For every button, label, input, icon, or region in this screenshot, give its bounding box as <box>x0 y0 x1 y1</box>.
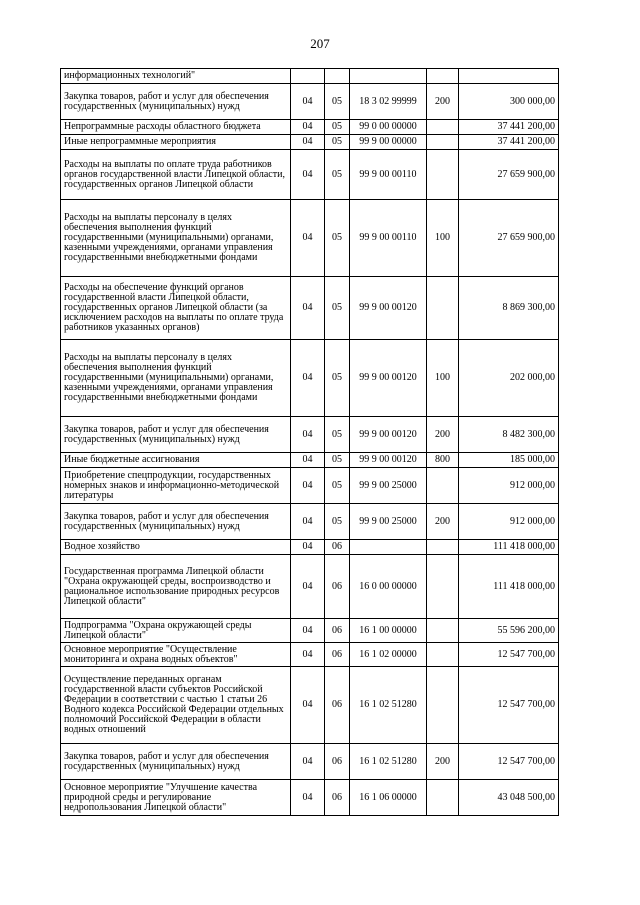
row-expense-type-cell: 800 <box>427 453 459 468</box>
table-row <box>61 667 559 744</box>
row-expense-type-cell <box>427 277 459 340</box>
row-subsection-code-cell: 05 <box>325 453 350 468</box>
row-amount-cell: 55 596 200,00 <box>459 619 559 643</box>
table-row <box>61 69 559 84</box>
row-name-cell: Водное хозяйство <box>61 540 291 555</box>
row-expense-type-cell: 100 <box>427 200 459 277</box>
row-target-article-cell: 99 9 00 25000 <box>350 468 427 504</box>
table-row <box>61 277 559 340</box>
row-name-cell: Приобретение спецпродукции, государственных номерных знаков и информационно-методической литературы <box>61 468 291 504</box>
row-amount-cell: 185 000,00 <box>459 453 559 468</box>
row-amount-cell: 37 441 200,00 <box>459 135 559 150</box>
row-target-article-cell: 99 9 00 00000 <box>350 135 427 150</box>
table-row <box>61 150 559 200</box>
row-expense-type-cell <box>427 150 459 200</box>
row-section-code-cell: 04 <box>291 150 325 200</box>
row-expense-type-cell: 200 <box>427 84 459 120</box>
row-amount-cell: 43 048 500,00 <box>459 780 559 816</box>
row-subsection-code-cell: 06 <box>325 780 350 816</box>
table-row <box>61 120 559 135</box>
row-subsection-code-cell: 06 <box>325 744 350 780</box>
table-row <box>61 135 559 150</box>
row-name-cell: информационных технологий" <box>61 69 291 84</box>
row-subsection-code-cell: 05 <box>325 468 350 504</box>
row-amount-cell: 111 418 000,00 <box>459 540 559 555</box>
row-subsection-code-cell: 05 <box>325 200 350 277</box>
table-row <box>61 84 559 120</box>
row-target-article-cell: 16 1 02 00000 <box>350 643 427 667</box>
row-target-article-cell: 16 1 02 51280 <box>350 744 427 780</box>
row-section-code-cell: 04 <box>291 417 325 453</box>
row-subsection-code-cell: 05 <box>325 84 350 120</box>
row-subsection-code-cell: 05 <box>325 135 350 150</box>
row-name-cell: Закупка товаров, работ и услуг для обеспечения государственных (муниципальных) нужд <box>61 744 291 780</box>
row-name-cell: Закупка товаров, работ и услуг для обеспечения государственных (муниципальных) нужд <box>61 84 291 120</box>
row-section-code-cell: 04 <box>291 643 325 667</box>
row-name-cell: Осуществление переданных органам государственной власти субъектов Российской Федерации в соответствии с частью 1 статьи 26 Водного кодекса Российской Федерации отдельных полномочий Российской Федерации в области водных отношений <box>61 667 291 744</box>
row-subsection-code-cell: 06 <box>325 555 350 619</box>
row-expense-type-cell: 100 <box>427 340 459 417</box>
row-expense-type-cell <box>427 667 459 744</box>
row-section-code-cell: 04 <box>291 555 325 619</box>
row-subsection-code-cell: 05 <box>325 504 350 540</box>
row-expense-type-cell: 200 <box>427 744 459 780</box>
table-row <box>61 540 559 555</box>
row-amount-cell: 27 659 900,00 <box>459 200 559 277</box>
row-subsection-code-cell: 06 <box>325 540 350 555</box>
table-row <box>61 468 559 504</box>
row-expense-type-cell <box>427 643 459 667</box>
table-row <box>61 453 559 468</box>
row-target-article-cell: 16 0 00 00000 <box>350 555 427 619</box>
row-target-article-cell: 16 1 02 51280 <box>350 667 427 744</box>
row-name-cell: Государственная программа Липецкой области "Охрана окружающей среды, воспроизводство и рациональное использование природных ресурсов Липецкой области" <box>61 555 291 619</box>
row-name-cell: Закупка товаров, работ и услуг для обеспечения государственных (муниципальных) нужд <box>61 417 291 453</box>
row-subsection-code-cell: 05 <box>325 277 350 340</box>
row-target-article-cell: 99 9 00 00110 <box>350 150 427 200</box>
row-name-cell: Расходы на выплаты по оплате труда работников органов государственной власти Липецкой области, государственных органов Липецкой области <box>61 150 291 200</box>
row-section-code-cell: 04 <box>291 744 325 780</box>
row-section-code-cell: 04 <box>291 200 325 277</box>
row-name-cell: Закупка товаров, работ и услуг для обеспечения государственных (муниципальных) нужд <box>61 504 291 540</box>
row-subsection-code-cell: 05 <box>325 417 350 453</box>
row-section-code-cell: 04 <box>291 468 325 504</box>
table-row <box>61 643 559 667</box>
table-row <box>61 504 559 540</box>
row-subsection-code-cell: 06 <box>325 667 350 744</box>
row-target-article-cell: 99 9 00 00110 <box>350 200 427 277</box>
row-target-article-cell <box>350 540 427 555</box>
row-name-cell: Иные непрограммные мероприятия <box>61 135 291 150</box>
row-target-article-cell: 99 9 00 25000 <box>350 504 427 540</box>
table-row <box>61 780 559 816</box>
row-section-code-cell: 04 <box>291 340 325 417</box>
row-amount-cell: 912 000,00 <box>459 504 559 540</box>
row-expense-type-cell: 200 <box>427 504 459 540</box>
row-section-code-cell: 04 <box>291 277 325 340</box>
row-target-article-cell: 99 9 00 00120 <box>350 340 427 417</box>
row-target-article-cell: 99 9 00 00120 <box>350 417 427 453</box>
row-target-article-cell: 99 9 00 00120 <box>350 277 427 340</box>
row-subsection-code-cell: 05 <box>325 120 350 135</box>
row-section-code-cell: 04 <box>291 453 325 468</box>
row-amount-cell: 12 547 700,00 <box>459 667 559 744</box>
row-subsection-code-cell: 06 <box>325 643 350 667</box>
row-expense-type-cell <box>427 468 459 504</box>
row-expense-type-cell <box>427 135 459 150</box>
row-name-cell: Основное мероприятие "Улучшение качества природной среды и регулирование недропользования Липецкой области" <box>61 780 291 816</box>
row-target-article-cell: 18 3 02 99999 <box>350 84 427 120</box>
page-number: 207 <box>310 36 330 51</box>
row-expense-type-cell <box>427 555 459 619</box>
row-amount-cell <box>459 69 559 84</box>
table-row <box>61 619 559 643</box>
row-subsection-code-cell: 06 <box>325 619 350 643</box>
row-name-cell: Подпрограмма "Охрана окружающей среды Липецкой области" <box>61 619 291 643</box>
row-expense-type-cell <box>427 619 459 643</box>
row-section-code-cell: 04 <box>291 135 325 150</box>
table-row <box>61 744 559 780</box>
row-expense-type-cell <box>427 540 459 555</box>
row-section-code-cell: 04 <box>291 619 325 643</box>
row-section-code-cell <box>291 69 325 84</box>
row-subsection-code-cell: 05 <box>325 150 350 200</box>
row-section-code-cell: 04 <box>291 504 325 540</box>
row-section-code-cell: 04 <box>291 84 325 120</box>
row-amount-cell: 12 547 700,00 <box>459 744 559 780</box>
row-name-cell: Расходы на обеспечение функций органов государственной власти Липецкой области, государственных органов Липецкой области (за исключением расходов на выплаты по оплате труда работников указанных органов) <box>61 277 291 340</box>
row-expense-type-cell <box>427 780 459 816</box>
table-row <box>61 417 559 453</box>
row-name-cell: Расходы на выплаты персоналу в целях обеспечения выполнения функций государственными (муниципальными) органами, казенными учреждениями, органами управления государственными внебюджетными фондами <box>61 200 291 277</box>
row-section-code-cell: 04 <box>291 540 325 555</box>
row-amount-cell: 202 000,00 <box>459 340 559 417</box>
row-amount-cell: 912 000,00 <box>459 468 559 504</box>
row-amount-cell: 111 418 000,00 <box>459 555 559 619</box>
budget-table-body <box>61 69 559 816</box>
row-section-code-cell: 04 <box>291 667 325 744</box>
row-section-code-cell: 04 <box>291 120 325 135</box>
row-subsection-code-cell <box>325 69 350 84</box>
row-expense-type-cell: 200 <box>427 417 459 453</box>
table-row <box>61 200 559 277</box>
row-target-article-cell: 99 9 00 00120 <box>350 453 427 468</box>
row-name-cell: Иные бюджетные ассигнования <box>61 453 291 468</box>
row-section-code-cell: 04 <box>291 780 325 816</box>
table-row <box>61 340 559 417</box>
row-name-cell: Основное мероприятие "Осуществление мониторинга и охрана водных объектов" <box>61 643 291 667</box>
row-amount-cell: 37 441 200,00 <box>459 120 559 135</box>
table-row <box>61 555 559 619</box>
row-amount-cell: 8 869 300,00 <box>459 277 559 340</box>
row-expense-type-cell <box>427 69 459 84</box>
row-target-article-cell: 16 1 00 00000 <box>350 619 427 643</box>
row-amount-cell: 8 482 300,00 <box>459 417 559 453</box>
row-amount-cell: 12 547 700,00 <box>459 643 559 667</box>
row-target-article-cell: 99 0 00 00000 <box>350 120 427 135</box>
budget-table <box>60 68 559 816</box>
row-amount-cell: 300 000,00 <box>459 84 559 120</box>
row-name-cell: Расходы на выплаты персоналу в целях обеспечения выполнения функций государственными (муниципальными) органами, казенными учреждениями, органами управления государственными внебюджетными фондами <box>61 340 291 417</box>
row-subsection-code-cell: 05 <box>325 340 350 417</box>
row-target-article-cell: 16 1 06 00000 <box>350 780 427 816</box>
row-expense-type-cell <box>427 120 459 135</box>
row-target-article-cell <box>350 69 427 84</box>
row-name-cell: Непрограммные расходы областного бюджета <box>61 120 291 135</box>
row-amount-cell: 27 659 900,00 <box>459 150 559 200</box>
